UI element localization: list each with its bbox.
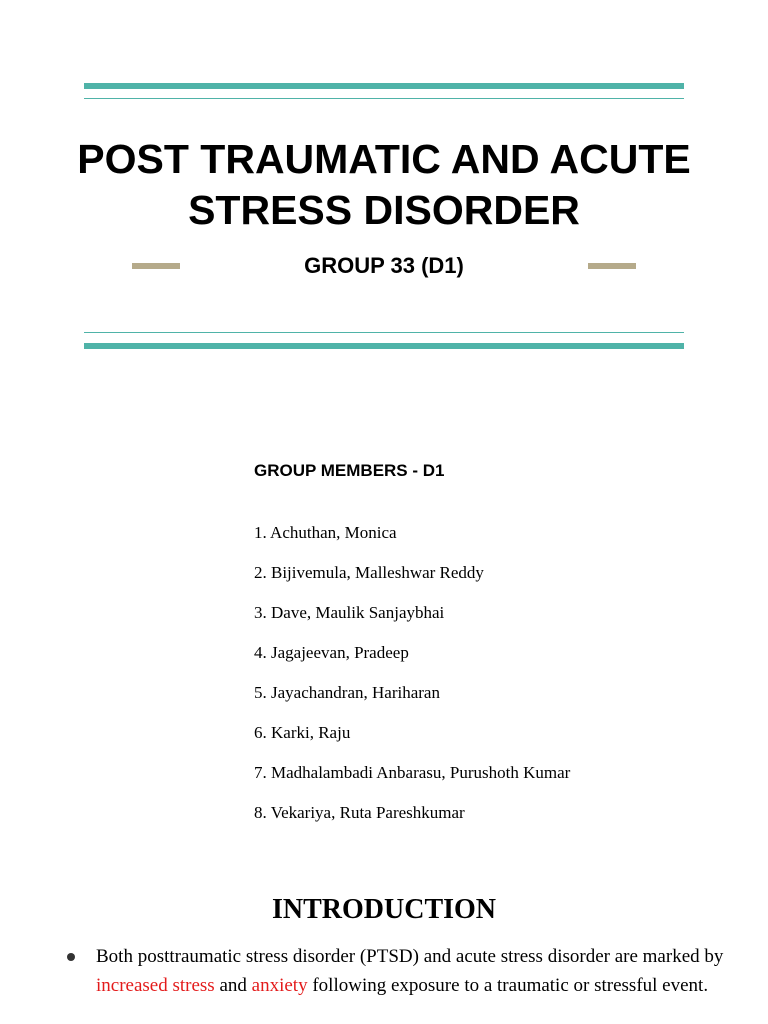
highlight-anxiety: anxiety	[251, 975, 308, 996]
title-line-1: POST TRAUMATIC AND ACUTE	[77, 136, 691, 182]
list-item: 3. Dave, Maulik Sanjaybhai	[254, 603, 445, 622]
top-divider-thick	[84, 83, 684, 89]
introduction-heading: INTRODUCTION	[271, 894, 497, 925]
list-item: 7. Madhalambadi Anbarasu, Purushoth Kumar	[254, 763, 571, 782]
group-subtitle: GROUP 33 (D1)	[304, 253, 464, 278]
list-item: 2. Bijivemula, Malleshwar Reddy	[254, 563, 484, 582]
bullet-text-part-3: following exposure to a traumatic or stressful event.	[307, 975, 709, 996]
bullet-text-part-2: and	[214, 975, 252, 996]
decorative-dash-left	[132, 263, 180, 269]
bullet-text-part-1: Both posttraumatic stress disorder (PTSD) and acute stress disorder are marked by	[96, 946, 724, 967]
bottom-divider-thick	[84, 343, 684, 349]
page-title	[40, 134, 728, 236]
bullet-icon	[67, 953, 75, 961]
top-divider-thin	[84, 98, 684, 99]
decorative-dash-right	[588, 263, 636, 269]
list-item: 8. Vekariya, Ruta Pareshkumar	[254, 803, 465, 822]
title-line-2: STRESS DISORDER	[188, 187, 580, 233]
bottom-divider-thin	[84, 332, 684, 333]
list-item: 5. Jayachandran, Hariharan	[254, 683, 440, 702]
list-item: 6. Karki, Raju	[254, 723, 351, 742]
members-list	[254, 521, 570, 841]
members-heading: GROUP MEMBERS - D1	[254, 461, 445, 480]
list-item: 4. Jagajeevan, Pradeep	[254, 643, 409, 662]
introduction-bullet	[96, 942, 736, 1000]
highlight-increased-stress: increased stress	[96, 975, 215, 996]
list-item: 1. Achuthan, Monica	[254, 523, 397, 542]
